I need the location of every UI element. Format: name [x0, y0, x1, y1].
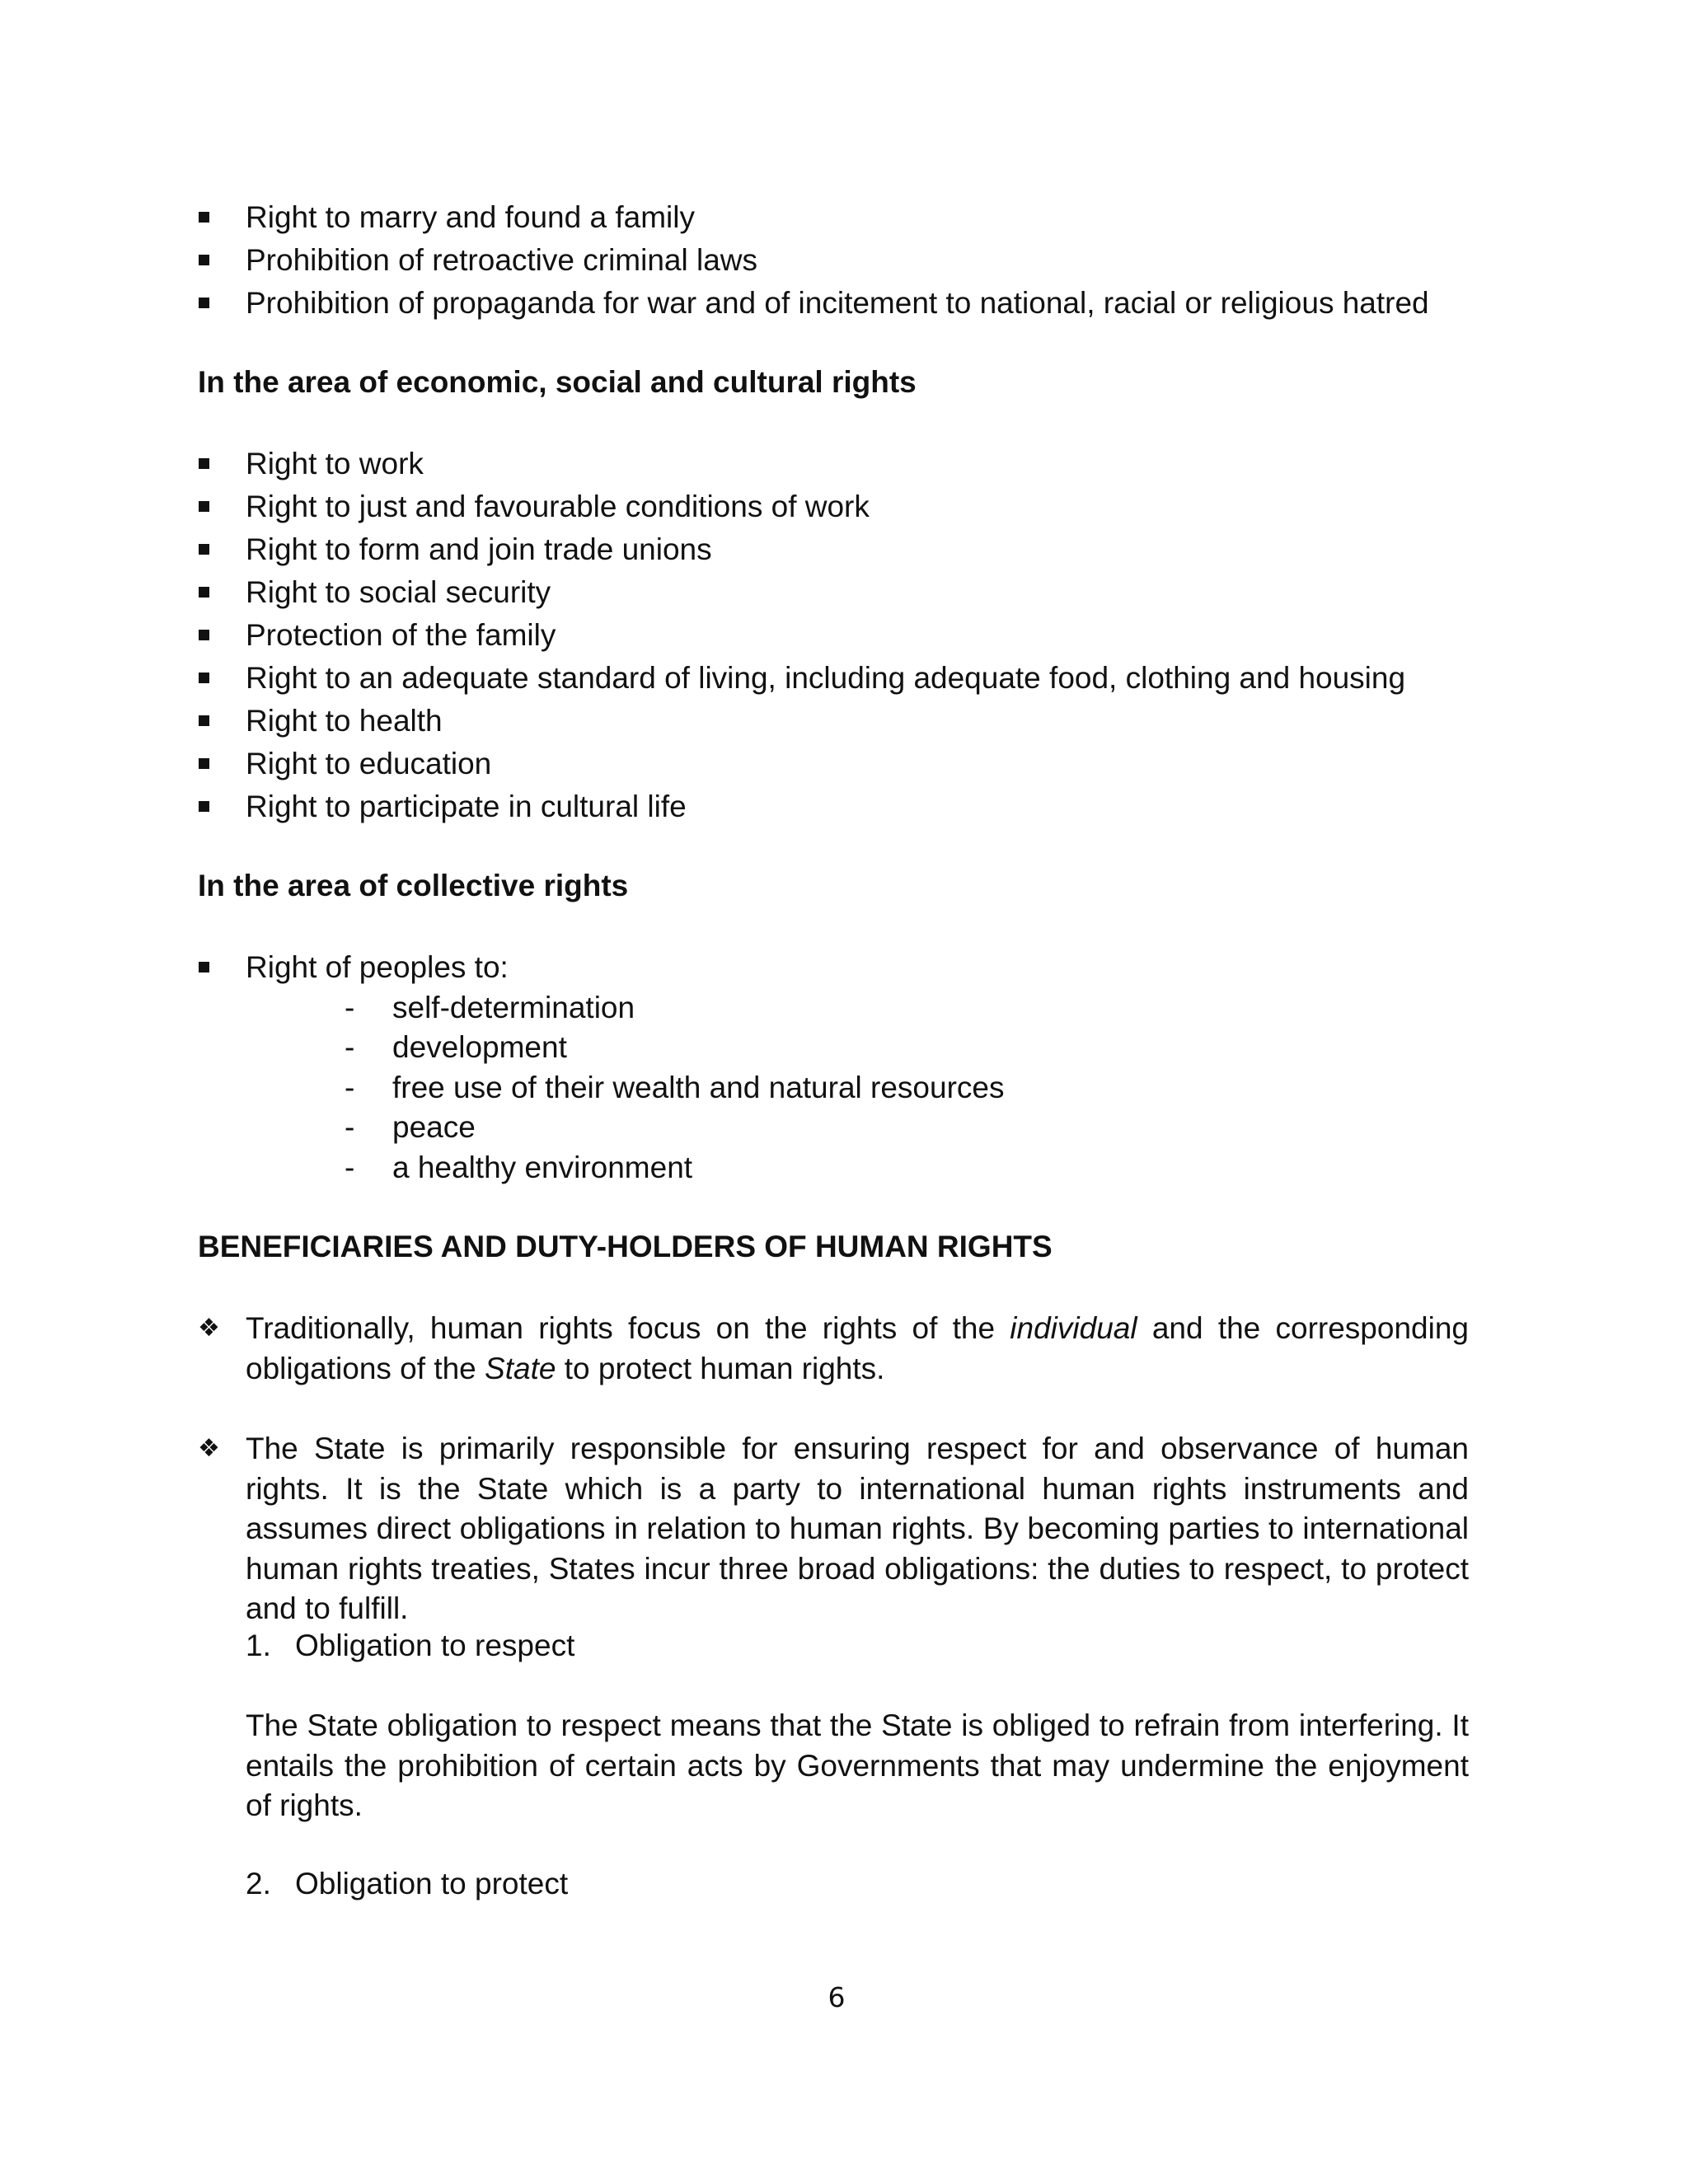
- list-item: Right to just and favourable conditions of work: [246, 490, 870, 523]
- dash-bullet-icon: -: [345, 1030, 355, 1064]
- dash-bullet-icon: -: [345, 991, 355, 1024]
- list-item: Right to health: [246, 704, 443, 738]
- sub-list-item: development: [392, 1030, 567, 1064]
- dash-bullet-icon: -: [345, 1151, 355, 1184]
- list-number: 2.: [246, 1867, 271, 1900]
- square-bullet-icon: [199, 501, 209, 512]
- heading-economic-social-cultural: In the area of economic, social and cultural rights: [198, 365, 917, 399]
- square-bullet-icon: [199, 544, 209, 555]
- list-item: Protection of the family: [246, 618, 556, 652]
- heading-collective-rights: In the area of collective rights: [198, 869, 629, 902]
- square-bullet-icon: [199, 758, 209, 769]
- list-item: Right to participate in cultural life: [246, 790, 687, 823]
- square-bullet-icon: [199, 962, 209, 972]
- paragraph-state-responsibility: The State is primarily responsible for ensuring respect for and observance of human rights. It is the State which is a party to international human rights instruments and assumes direct obligations in relation to human rights. By becoming parties to international human rights treaties, States incur three broad obligations: the duties to respect, to protect and to fulfill.: [246, 1432, 1469, 1625]
- dash-bullet-icon: -: [345, 1110, 355, 1144]
- square-bullet-icon: [199, 673, 209, 683]
- list-item: Right to an adequate standard of living, including adequate food, clothing and housing: [246, 661, 1406, 695]
- square-bullet-icon: [199, 212, 209, 223]
- square-bullet-icon: [199, 298, 209, 308]
- square-bullet-icon: [199, 255, 209, 265]
- sub-list-item: peace: [392, 1110, 476, 1144]
- list-item: Right of peoples to:: [246, 950, 509, 984]
- list-item: Right to social security: [246, 575, 551, 609]
- dash-bullet-icon: -: [345, 1071, 355, 1104]
- diamond-bullet-icon: ❖: [198, 1314, 220, 1343]
- page-number: 6: [828, 1981, 846, 2013]
- square-bullet-icon: [199, 715, 209, 726]
- sub-list-item: self-determination: [392, 991, 635, 1024]
- obligation-heading: Obligation to protect: [295, 1867, 569, 1900]
- list-item: Right to marry and found a family: [246, 200, 695, 234]
- square-bullet-icon: [199, 801, 209, 812]
- square-bullet-icon: [199, 587, 209, 598]
- list-item: Right to education: [246, 747, 492, 780]
- obligation-heading: Obligation to respect: [295, 1629, 575, 1662]
- list-item: Prohibition of retroactive criminal laws: [246, 243, 758, 277]
- square-bullet-icon: [199, 630, 209, 640]
- paragraph-obligation-respect: The State obligation to respect means that the State is obliged to refrain from interfering. It entails the prohibition of certain acts by Governments that may undermine the enjoyment of rights.: [246, 1708, 1469, 1822]
- sub-list-item: free use of their wealth and natural resources: [392, 1071, 1005, 1104]
- section-heading: BENEFICIARIES AND DUTY-HOLDERS OF HUMAN RIGHTS: [198, 1230, 1053, 1263]
- paragraph-traditionally: Traditionally, human rights focus on the rights of the individual and the corresponding obligations of the State to protect human rights.: [246, 1311, 1469, 1385]
- list-number: 1.: [246, 1629, 271, 1662]
- square-bullet-icon: [199, 458, 209, 469]
- list-item: Prohibition of propaganda for war and of incitement to national, racial or religious hatred: [246, 286, 1429, 320]
- sub-list-item: a healthy environment: [392, 1151, 693, 1184]
- diamond-bullet-icon: ❖: [198, 1434, 220, 1463]
- list-item: Right to work: [246, 447, 424, 480]
- list-item: Right to form and join trade unions: [246, 532, 712, 566]
